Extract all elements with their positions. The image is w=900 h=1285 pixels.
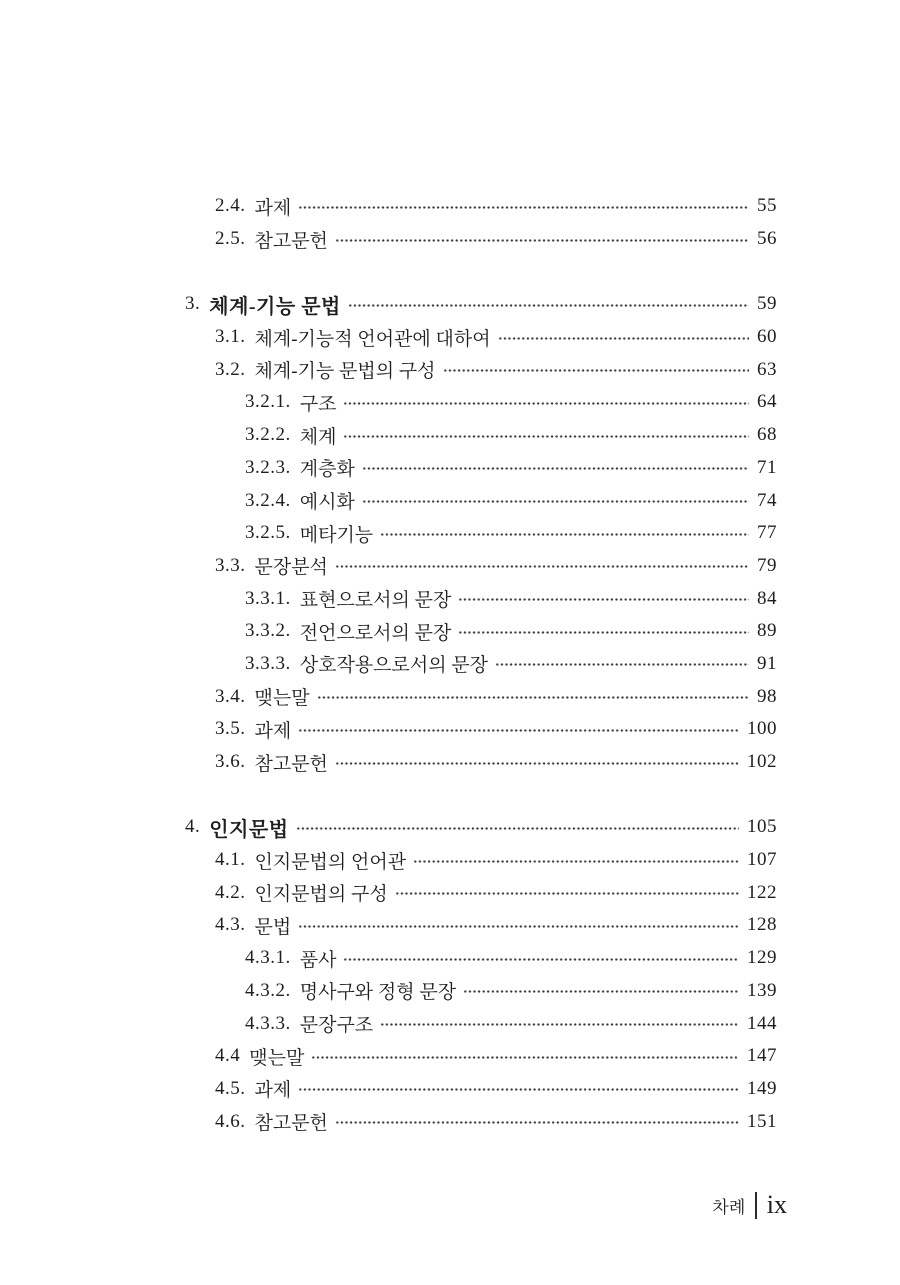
toc-entry-title: 예시화 bbox=[299, 492, 355, 514]
toc-entry-number: 2.4. bbox=[215, 195, 246, 217]
toc-entry-number: 3.3. bbox=[215, 554, 246, 576]
toc-entry-page: 79 bbox=[757, 554, 777, 576]
dot-leader bbox=[458, 631, 749, 634]
toc-entry bbox=[185, 321, 777, 354]
dot-leader bbox=[335, 762, 739, 765]
toc-entry-page: 100 bbox=[747, 718, 777, 740]
toc-entry-title: 계층화 bbox=[299, 459, 355, 481]
toc-entry-page: 71 bbox=[757, 456, 777, 478]
toc-entry-number: 3.2.2. bbox=[245, 424, 291, 446]
toc-entry-title: 인지문법 bbox=[209, 818, 289, 841]
toc-entry-page: 59 bbox=[757, 293, 777, 315]
toc-entry bbox=[185, 288, 777, 321]
toc-entry-number: 4.2. bbox=[215, 881, 246, 903]
toc-entry-number: 4.3. bbox=[215, 914, 246, 936]
toc-entry-title: 체계-기능적 언어관에 대하여 bbox=[254, 328, 491, 350]
toc-entry-page: 98 bbox=[757, 685, 777, 707]
toc-entry-page: 139 bbox=[747, 979, 777, 1001]
toc-entry-title: 품사 bbox=[299, 949, 337, 971]
toc-entry-page: 56 bbox=[757, 228, 777, 250]
toc-entry-page: 122 bbox=[747, 881, 777, 903]
toc-entry-title: 문법 bbox=[254, 916, 292, 938]
dot-leader bbox=[498, 337, 749, 340]
toc-entry bbox=[185, 353, 777, 386]
toc-entry-number: 3.4. bbox=[215, 685, 246, 707]
toc-entry-title: 맺는말 bbox=[254, 688, 310, 710]
dot-leader bbox=[380, 1023, 739, 1026]
toc-entry-number: 4.6. bbox=[215, 1110, 246, 1132]
toc-entry bbox=[185, 1105, 777, 1138]
toc-list bbox=[185, 190, 777, 1138]
dot-leader bbox=[343, 402, 749, 405]
dot-leader bbox=[343, 435, 749, 438]
dot-leader bbox=[335, 1121, 739, 1124]
toc-entry bbox=[185, 876, 777, 909]
toc-entry-number: 3. bbox=[185, 293, 201, 315]
toc-entry bbox=[185, 452, 777, 485]
footer-section-label: 차례 bbox=[712, 1197, 746, 1217]
dot-leader bbox=[298, 1088, 739, 1091]
toc-entry-number: 3.2. bbox=[215, 358, 246, 380]
toc-entry-title: 인지문법의 구성 bbox=[254, 884, 388, 906]
toc-entry-number: 2.5. bbox=[215, 228, 246, 250]
dot-leader bbox=[458, 598, 749, 601]
toc-entry bbox=[185, 680, 777, 713]
toc-entry-page: 55 bbox=[757, 195, 777, 217]
toc-entry bbox=[185, 1040, 777, 1073]
toc-entry-title: 과제 bbox=[254, 197, 292, 219]
toc-entry bbox=[185, 1073, 777, 1106]
toc-entry bbox=[185, 484, 777, 517]
toc-entry-page: 91 bbox=[757, 652, 777, 674]
toc-entry-title: 체계-기능 문법의 구성 bbox=[254, 361, 436, 383]
toc-entry bbox=[185, 550, 777, 583]
dot-leader bbox=[311, 1056, 739, 1059]
toc-entry-number: 3.3.3. bbox=[245, 652, 291, 674]
toc-entry-number: 3.2.3. bbox=[245, 456, 291, 478]
toc-entry-number: 3.3.2. bbox=[245, 620, 291, 642]
toc-entry-number: 4. bbox=[185, 816, 201, 838]
toc-entry bbox=[185, 909, 777, 942]
toc-entry-title: 문장분석 bbox=[254, 557, 328, 579]
dot-leader bbox=[362, 467, 749, 470]
toc-entry-page: 64 bbox=[757, 391, 777, 413]
toc-entry-page: 107 bbox=[747, 849, 777, 871]
toc-entry bbox=[185, 713, 777, 746]
toc-entry-page: 77 bbox=[757, 522, 777, 544]
toc-entry-page: 63 bbox=[757, 358, 777, 380]
toc-entry-page: 129 bbox=[747, 947, 777, 969]
toc-entry-title: 맺는말 bbox=[249, 1047, 305, 1069]
toc-entry-title: 구조 bbox=[299, 393, 337, 415]
footer-page-number: ix bbox=[766, 1190, 787, 1219]
toc-entry-page: 147 bbox=[747, 1045, 777, 1067]
toc-entry-number: 3.6. bbox=[215, 751, 246, 773]
dot-leader bbox=[343, 958, 739, 961]
toc-entry-page: 105 bbox=[747, 816, 777, 838]
dot-leader bbox=[296, 827, 739, 830]
toc-entry-number: 3.2.4. bbox=[245, 489, 291, 511]
dot-leader bbox=[348, 304, 749, 307]
toc-entry bbox=[185, 811, 777, 844]
footer-divider bbox=[755, 1192, 757, 1219]
dot-leader bbox=[298, 925, 739, 928]
toc-entry bbox=[185, 419, 777, 452]
toc-entry bbox=[185, 1007, 777, 1040]
page-footer bbox=[712, 1186, 787, 1224]
toc-entry-number: 3.1. bbox=[215, 326, 246, 348]
toc-entry-title: 체계 bbox=[299, 426, 337, 448]
toc-entry-title: 참고문헌 bbox=[254, 1113, 328, 1135]
toc-entry-number: 3.2.1. bbox=[245, 391, 291, 413]
toc-entry-title: 참고문헌 bbox=[254, 230, 328, 252]
toc-entry bbox=[185, 223, 777, 256]
toc-entry-title: 명사구와 정형 문장 bbox=[299, 982, 457, 1004]
toc-entry-number: 3.3.1. bbox=[245, 587, 291, 609]
dot-leader bbox=[495, 663, 749, 666]
toc-entry-title: 메타기능 bbox=[299, 524, 374, 546]
toc-entry-page: 128 bbox=[747, 914, 777, 936]
toc-entry bbox=[185, 190, 777, 223]
dot-leader bbox=[317, 696, 749, 699]
toc-entry-page: 149 bbox=[747, 1077, 777, 1099]
toc-entry-title: 인지문법의 언어관 bbox=[254, 851, 407, 873]
toc-entry-title: 전언으로서의 문장 bbox=[299, 622, 452, 644]
toc-entry-title: 표현으로서의 문장 bbox=[299, 590, 452, 612]
toc-entry-number: 4.3.3. bbox=[245, 1012, 291, 1034]
dot-leader bbox=[380, 533, 749, 536]
dot-leader bbox=[443, 369, 749, 372]
toc-entry-number: 3.5. bbox=[215, 718, 246, 740]
dot-leader bbox=[335, 239, 749, 242]
toc-entry bbox=[185, 648, 777, 681]
toc-entry-title: 체계-기능 문법 bbox=[209, 295, 341, 318]
toc-entry bbox=[185, 386, 777, 419]
toc-entry bbox=[185, 517, 777, 550]
toc-entry-title: 과제 bbox=[254, 1080, 292, 1102]
toc-entry-page: 68 bbox=[757, 424, 777, 446]
dot-leader bbox=[335, 565, 749, 568]
toc-entry-page: 151 bbox=[747, 1110, 777, 1132]
toc-entry-number: 4.5. bbox=[215, 1077, 246, 1099]
toc-entry-title: 과제 bbox=[254, 720, 292, 742]
toc-entry-page: 84 bbox=[757, 587, 777, 609]
dot-leader bbox=[395, 892, 739, 895]
dot-leader bbox=[298, 729, 739, 732]
dot-leader bbox=[298, 206, 749, 209]
toc-entry bbox=[185, 746, 777, 779]
toc-entry-title: 문장구조 bbox=[299, 1015, 374, 1037]
toc-entry-page: 102 bbox=[747, 751, 777, 773]
toc-entry-number: 3.2.5. bbox=[245, 522, 291, 544]
toc-entry-number: 4.1. bbox=[215, 849, 246, 871]
toc-entry-number: 4.3.1. bbox=[245, 947, 291, 969]
dot-leader bbox=[463, 990, 739, 993]
toc-entry-page: 144 bbox=[747, 1012, 777, 1034]
dot-leader bbox=[362, 500, 749, 503]
toc-entry-number: 4.4 bbox=[215, 1045, 241, 1067]
toc-entry-title: 상호작용으로서의 문장 bbox=[299, 655, 489, 677]
toc-entry-page: 89 bbox=[757, 620, 777, 642]
toc-entry-number: 4.3.2. bbox=[245, 979, 291, 1001]
toc-entry bbox=[185, 615, 777, 648]
toc-entry bbox=[185, 942, 777, 975]
toc-entry bbox=[185, 975, 777, 1008]
toc-entry-page: 60 bbox=[757, 326, 777, 348]
toc-entry-page: 74 bbox=[757, 489, 777, 511]
toc-entry bbox=[185, 582, 777, 615]
toc-entry bbox=[185, 844, 777, 877]
dot-leader bbox=[413, 860, 739, 863]
toc-entry-title: 참고문헌 bbox=[254, 753, 328, 775]
